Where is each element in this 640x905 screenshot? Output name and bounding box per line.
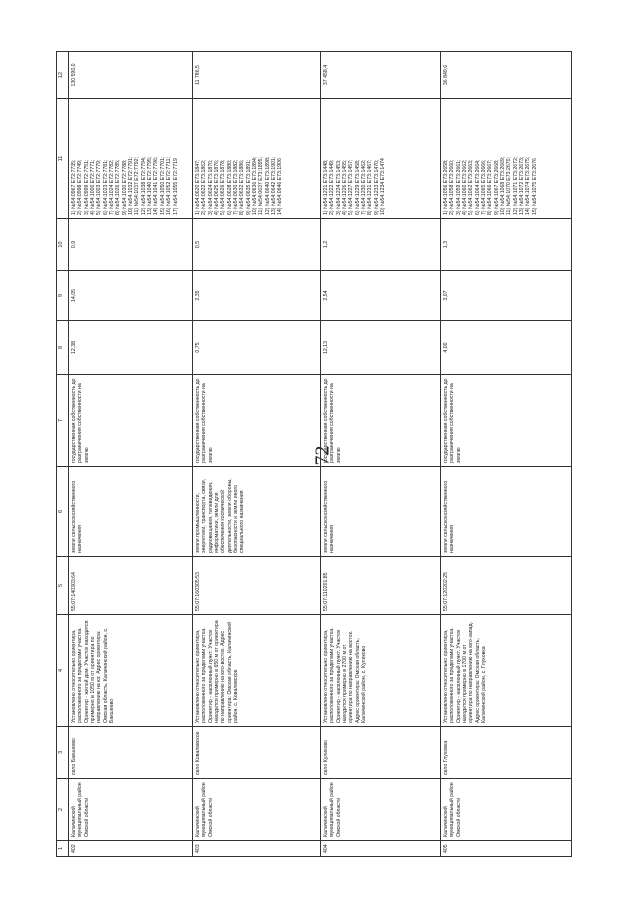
- table-row: [321, 52, 441, 857]
- ownership-cell: государственная собственность до разграничения собственности на землю: [69, 375, 193, 467]
- location-description-cell: Установлено относительно ориентира, расположенного за пределами участка. Ориентир - населенный пункт. Участок находится примерно в 1700 м от ориентира по направлению на юго-запад. Адрес ориентира: Омская область, Калачинский район, с. Глуховка: [441, 615, 572, 727]
- parcel-item: 2) №54:0998 Е72:7749;: [77, 159, 84, 215]
- parcel-item: 2) №54:1058 Е73:2660;: [449, 159, 456, 215]
- column-number: 5: [57, 557, 69, 615]
- cadastral-number-cell: 55:07:120202:25: [441, 557, 572, 615]
- value-cell-col10: 1,3: [441, 219, 572, 271]
- parcel-item: 4) №54:1000 Е72:7771;: [90, 159, 97, 215]
- parcel-item: 10) №54:0636 Е73:1894;: [252, 156, 259, 215]
- column-number: 8: [57, 321, 69, 375]
- parcel-item: 11) №54:1037 Е72:7792;: [134, 157, 141, 215]
- parcel-item: 2) №54:0622 Е73:1862;: [201, 159, 208, 215]
- column-number: 10: [57, 219, 69, 271]
- column-number: 1: [57, 841, 69, 857]
- parcel-item: 9) №54:0635 Е73:1891;: [245, 159, 252, 215]
- parcel-item: 6) №54:0628 Е73:1880;: [226, 159, 233, 215]
- value-cell-col8: 4,00: [441, 321, 572, 375]
- parcel-item: 10) №54:1068 Е73:2669;: [500, 156, 507, 215]
- parcel-item: 7) №54:1065 Е73:2666;: [481, 159, 488, 215]
- parcel-list-cell: [321, 99, 441, 219]
- parcel-item: 9) №54:1030 Е72:7788;: [121, 159, 128, 215]
- parcel-item: 9) №54:1067 Е73:2668;: [493, 159, 500, 215]
- total-value-cell: 130 590,0: [69, 52, 193, 99]
- parcel-item: 7) №54:1230 Е73:1462;: [361, 159, 368, 215]
- ownership-cell: государственная собственность до разграничения собственности на землю: [193, 375, 321, 467]
- parcel-item: 13) №54:0642 Е73:1901;: [271, 156, 278, 215]
- cadastral-number-cell: 55:07:160305:53: [193, 557, 321, 615]
- parcel-item: 14) №54:1074 Е73:2675;: [525, 156, 532, 215]
- land-category-cell: земли промышленности, энергетики, транспорта, связи, радиовещания, телевидения, информатики, земли для обеспечения космической деятельности, земли обороны, безопасности и земли иного специального назначения: [193, 467, 321, 557]
- district-cell: Калачинский муниципальный район Омской области: [321, 779, 441, 841]
- parcel-item: 3) №54:1224 Е73:1453;: [335, 159, 342, 215]
- table-row: [69, 52, 193, 857]
- settlement-cell: село Глуховка: [441, 727, 572, 779]
- parcel-list-cell: [441, 99, 572, 219]
- parcel-item: 2) №54:1222 Е73:1449;: [329, 159, 336, 215]
- district-cell: Калачинский муниципальный район Омской области: [69, 779, 193, 841]
- parcel-item: 5) №54:1062 Е73:2663;: [468, 159, 475, 215]
- parcel-item: 6) №54:1023 Е72:7781;: [102, 159, 109, 215]
- value-cell-col9: 2,54: [321, 271, 441, 321]
- row-number: 404: [321, 841, 441, 857]
- parcel-item: 8) №54:1066 Е73:2667;: [487, 159, 494, 215]
- parcel-list-cell: [193, 99, 321, 219]
- parcel-item: 14) №54:1041 Е72:7796;: [153, 156, 160, 215]
- parcel-item: 14) №54:0646 Е73:1906: [277, 158, 284, 215]
- parcel-item: 12) №54:0640 Е73:1898;: [264, 156, 271, 215]
- parcel-item: 12) №54:1038 Е72:7794;: [140, 156, 147, 215]
- parcel-item: 5) №54:0626 Е73:1878;: [220, 159, 227, 215]
- value-cell-col8: 12,13: [321, 321, 441, 375]
- land-category-cell: земли сельскохозяйственного назначения: [321, 467, 441, 557]
- district-cell: Калачинский муниципальный район Омской области: [441, 779, 572, 841]
- value-cell-col8: 0,75: [193, 321, 321, 375]
- parcel-item: 17) №54:1055 Е72:7719: [172, 158, 179, 215]
- parcel-item: 9) №54:1233 Е73:1470;: [373, 159, 380, 215]
- location-description-cell: Установлено относительно ориентира, расположенного за пределами участка. Ориентир - жилой дом. Участок находится примерно в 1050 м от ориентира по направлению на юг. Адрес ориентира: Омская область, Калачинский район, с. Бакшеево: [69, 615, 193, 727]
- parcel-item: 5) №54:1003 Е72:7779;: [96, 159, 103, 215]
- settlement-cell: село Куликово: [321, 727, 441, 779]
- parcel-item: 13) №54:1072 Е73:2673;: [519, 156, 526, 215]
- parcel-item: 1) №54:0967 Е72:7735;: [71, 159, 77, 215]
- parcel-item: 4) №54:1060 Е73:2662;: [462, 159, 469, 215]
- parcel-item: 10) №54:1032 Е72:7791;: [128, 156, 135, 215]
- total-value-cell: 11 786,5: [193, 52, 321, 99]
- column-number: 12: [57, 52, 69, 99]
- value-cell-col10: 0,9: [69, 219, 193, 271]
- parcel-item: 5) №54:1227 Е73:1457;: [348, 159, 355, 215]
- value-cell-col9: 3,07: [441, 271, 572, 321]
- parcel-item: 11) №54:0637 Е73:1895;: [258, 157, 265, 215]
- value-cell-col9: 14,05: [69, 271, 193, 321]
- settlement-cell: село Ковалевское: [193, 727, 321, 779]
- parcel-item: 4) №54:1226 Е73:1455;: [342, 159, 349, 215]
- parcel-item: 1) №54:1056 Е73:2658;: [443, 159, 449, 215]
- column-number: 3: [57, 727, 69, 779]
- parcel-item: 3) №54:1059 Е73:2661;: [455, 159, 462, 215]
- parcel-item: 7) №54:0630 Е73:1882;: [233, 159, 240, 215]
- value-cell-col10: 0,5: [193, 219, 321, 271]
- value-cell-col8: 12,38: [69, 321, 193, 375]
- rotated-table-frame: [56, 52, 571, 857]
- parcel-item: 6) №54:1064 Е73:2664;: [474, 159, 481, 215]
- column-number-row: [57, 52, 69, 857]
- parcel-item: 12) №54:1071 Е73:2672;: [512, 156, 519, 215]
- location-description-cell: Установлено относительно ориентира, расположенного за пределами участка. Ориентир - населенный пункт. Участок находится примерно в 650 м от ориентира по направлению на юго-восток. Адрес ориентира: Омская область, Калачинский район, с. Ковалевское: [193, 615, 321, 727]
- parcel-item: 6) №54:1229 Е73:1458;: [354, 159, 361, 215]
- row-number: 402: [69, 841, 193, 857]
- parcel-item: 4) №54:0625 Е73:1876;: [214, 159, 221, 215]
- page-number: 72: [311, 445, 334, 466]
- parcel-item: 11) №54:1070 Е73:2670;: [506, 157, 513, 215]
- column-number: 7: [57, 375, 69, 467]
- parcel-item: 7) №54:1024 Е72:7782;: [109, 159, 116, 215]
- cadastral-number-cell: 55:07:110201:85: [321, 557, 441, 615]
- location-description-cell: Установлено относительно ориентира, расположенного за пределами участка. Ориентир - населенный пункт. Участок находится примерно в 2700 м от ориентира по направлению на восток. Адрес ориентира: Омская область, Калачинский район, с. Куликово: [321, 615, 441, 727]
- parcel-item: 3) №54:0624 Е73:1870;: [207, 159, 214, 215]
- parcel-item: 15) №54:1075 Е73:2676: [531, 158, 538, 215]
- parcel-item: 10) №54:1234 Е73:1474: [380, 158, 387, 215]
- parcel-item: 15) №54:1050 Е72:7701;: [159, 156, 166, 215]
- total-value-cell: 37 458,4: [321, 52, 441, 99]
- column-number: 6: [57, 467, 69, 557]
- parcel-item: 8) №54:1231 Е73:1467;: [367, 159, 374, 215]
- land-category-cell: земли сельскохозяйственного назначения: [69, 467, 193, 557]
- parcel-item: 1) №54:0620 Е73:1847;: [195, 159, 201, 215]
- land-parcels-table: [56, 51, 572, 857]
- table-row: [193, 52, 321, 857]
- table-row: [441, 52, 572, 857]
- value-cell-col10: 1,2: [321, 219, 441, 271]
- parcel-item: 8) №54:1026 Е72:7785;: [115, 159, 122, 215]
- settlement-cell: село Бакшеево: [69, 727, 193, 779]
- row-number: 405: [441, 841, 572, 857]
- parcel-item: 1) №54:1221 Е73:1448;: [323, 159, 329, 215]
- cadastral-number-cell: 55:07:140303:64: [69, 557, 193, 615]
- value-cell-col9: 2,35: [193, 271, 321, 321]
- parcel-item: 13) №54:1040 Е72:7795;: [147, 156, 154, 215]
- parcel-list-cell: [69, 99, 193, 219]
- ownership-cell: государственная собственность до разграничения собственности на землю: [441, 375, 572, 467]
- parcel-item: 8) №54:0632 Е73:1886;: [239, 159, 246, 215]
- land-category-cell: земли сельскохозяйственного назначения: [441, 467, 572, 557]
- row-number: 403: [193, 841, 321, 857]
- parcel-item: 16) №54:1052 Е72:7711;: [166, 157, 173, 215]
- parcel-item: 3) №54:0999 Е72:7751;: [83, 159, 90, 215]
- ownership-cell: государственная собственность до разграничения собственности на землю: [321, 375, 441, 467]
- column-number: 2: [57, 779, 69, 841]
- column-number: 9: [57, 271, 69, 321]
- district-cell: Калачинский муниципальный район Омской области: [193, 779, 321, 841]
- column-number: 4: [57, 615, 69, 727]
- total-value-cell: 36 849,6: [441, 52, 572, 99]
- column-number: 11: [57, 99, 69, 219]
